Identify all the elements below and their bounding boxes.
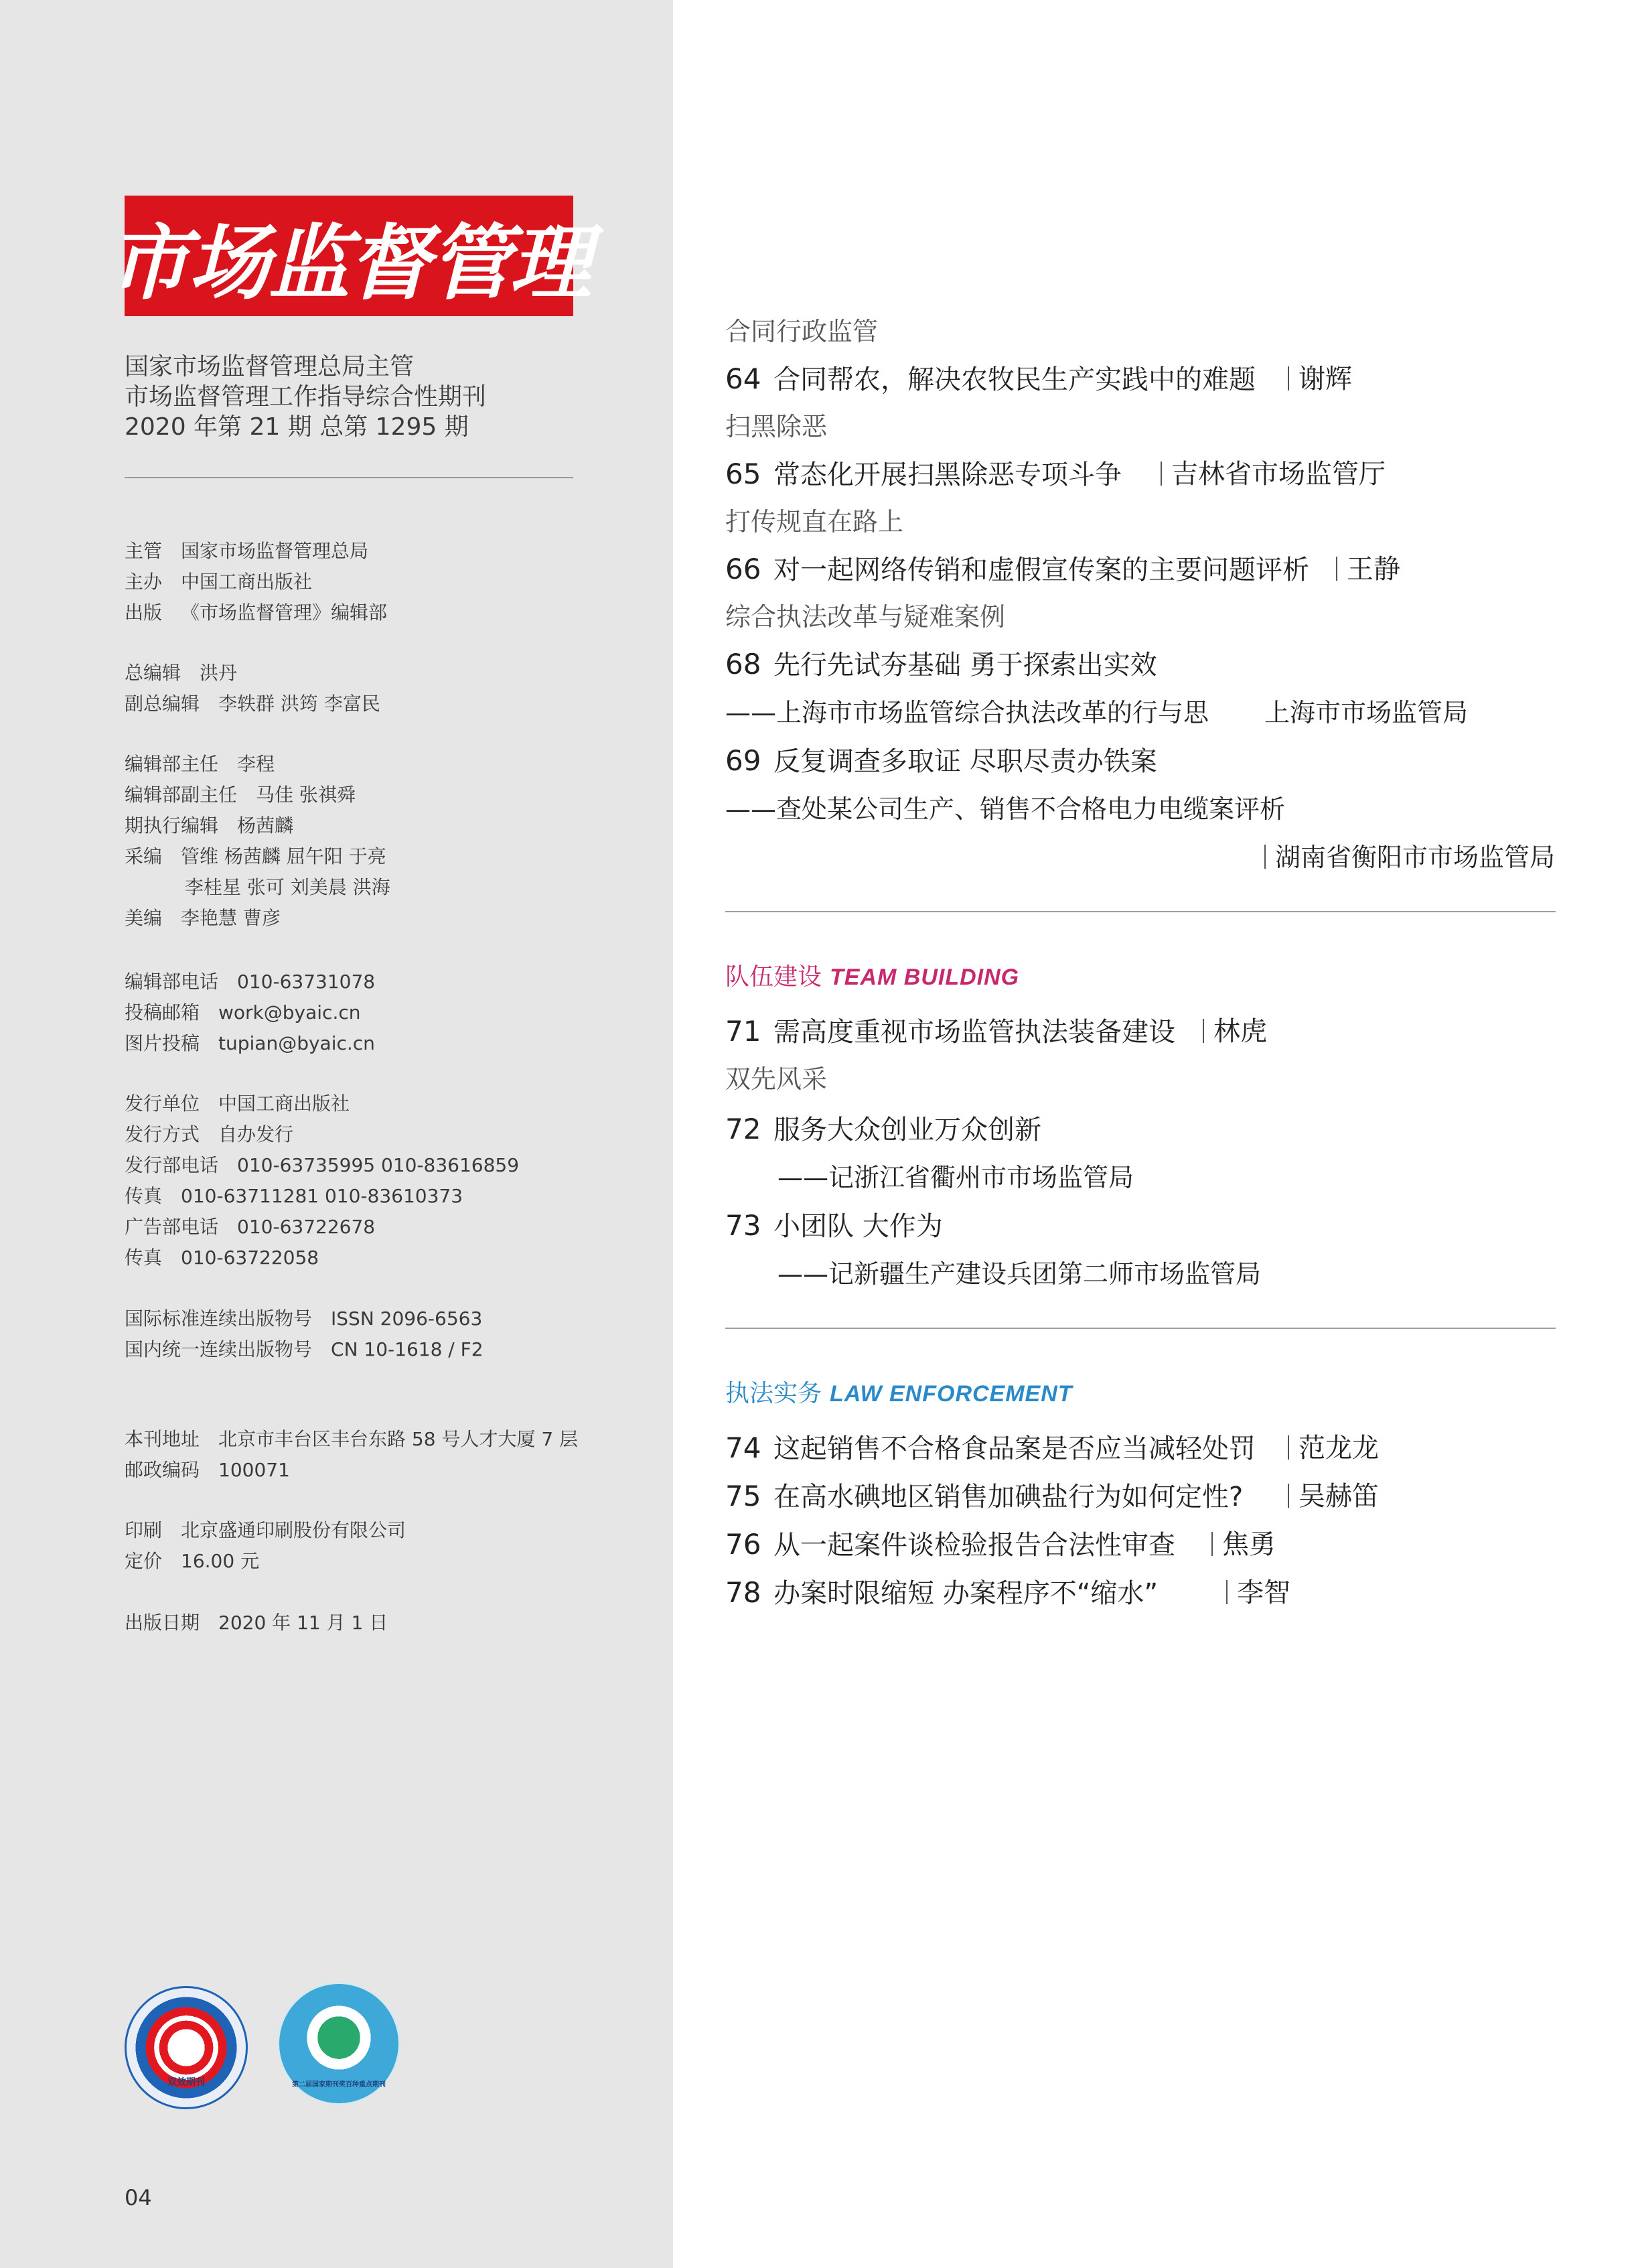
info-line: 国家市场监督管理总局主管 [125,353,415,380]
staff-group [125,1515,647,1577]
toc-page-number: 68 [725,648,761,681]
toc-page-number: 65 [725,457,761,490]
toc-entry[interactable] [725,1202,1556,1250]
staff-value: 管维 杨茜麟 屈午阳 于亮 [181,845,386,867]
toc-page-number: 76 [725,1528,761,1561]
staff-label: 副总编辑 [125,693,200,715]
toc-entry[interactable] [725,1105,1556,1153]
logo-text: 市场监督管理 [108,214,590,311]
toc-entry[interactable] [725,640,1556,689]
section-divider [725,911,1556,912]
staff-value: 李艳慧 曹彦 [181,907,281,929]
toc-subtitle[interactable]: ——记新疆生产建设兵团第二师市场监管局 [777,1259,1262,1289]
toc-entry[interactable] [725,450,1556,498]
national-journal-award-seal-icon [277,1982,400,2105]
staff-label: 采编 [125,845,163,867]
toc-page-number: 72 [725,1113,761,1145]
staff-group [125,1303,647,1365]
toc-page-number: 71 [725,1015,761,1048]
section-header-law-enforcement [725,1364,1556,1424]
staff-label: 编辑部副主任 [125,784,238,806]
magazine-info [125,352,593,442]
staff-value: 中国工商出版社 [181,571,313,593]
divider [125,477,573,478]
staff-group [125,1088,647,1273]
staff-label: 期执行编辑 [125,814,219,837]
toc-author: 焦勇 [1211,1520,1276,1569]
staff-label: 编辑部电话 [125,971,219,993]
toc-title: 对一起网络传销和虚假宣传案的主要问题评析 [773,555,1309,585]
staff-group [125,536,647,628]
staff-value: 李程 [237,753,275,775]
staff-value: 李轶群 洪筠 李富民 [218,693,380,715]
toc-entry[interactable] [725,1520,1556,1569]
toc-author: 上海市市场监管局 [1264,698,1469,727]
left-masthead-panel [0,0,673,2268]
toc-category: 合同行政监管 [725,317,879,346]
table-of-contents [725,308,1556,1617]
staff-label: 定价 [125,1550,163,1572]
staff-label: 印刷 [125,1519,163,1541]
toc-subtitle-text: ——上海市市场监管综合执法改革的行与思 [725,698,1209,727]
toc-title: 这起销售不合格食品案是否应当减轻处罚 [773,1433,1256,1464]
staff-label: 主管 [125,540,163,562]
toc-entry[interactable] [725,355,1556,403]
staff-value: 杨茜麟 [237,814,294,837]
staff-row [125,1088,647,1119]
staff-label: 广告部电话 [125,1216,219,1238]
staff-row [125,967,647,997]
double-effect-journal-seal-icon [125,1986,248,2109]
toc-title: 需高度重视市场监管执法装备建设 [773,1017,1175,1048]
toc-page-number: 66 [725,553,761,585]
staff-row [125,749,647,780]
toc-subtitle[interactable] [725,785,1556,833]
section-divider [725,1328,1556,1329]
toc-author: 林虎 [1203,1007,1267,1056]
section-title-zh: 队伍建设 [725,963,822,991]
section-header-team-building [725,947,1556,1007]
staff-row [125,597,647,628]
staff-row [125,1028,647,1059]
toc-page-number: 64 [725,362,761,395]
award-seals [125,1986,406,2086]
staff-label: 发行单位 [125,1092,200,1115]
staff-row [125,1181,647,1212]
toc-entry[interactable] [725,545,1556,593]
toc-subtitle[interactable] [725,689,1556,737]
toc-author: 李智 [1226,1569,1290,1617]
page-number: 04 [125,2185,152,2210]
toc-entry[interactable] [725,1424,1556,1472]
staff-row [125,1515,647,1546]
staff-row [125,1334,647,1365]
staff-value: 16.00 元 [181,1550,260,1572]
staff-value: CN 10-1618 / F2 [331,1338,484,1360]
seal-label: 双效期刊 [167,2077,205,2088]
staff-label: 邮政编码 [125,1459,200,1481]
staff-row [125,1455,647,1486]
toc-title: 办案时限缩短 办案程序不“缩水” [773,1578,1159,1609]
toc-entry[interactable] [725,737,1556,785]
staff-value: 国家市场监督管理总局 [181,540,369,562]
info-line: 2020 年第 21 期 总第 1295 期 [125,413,469,441]
staff-value: work@byaic.cn [218,1001,361,1023]
staff-label: 主办 [125,571,163,593]
staff-label: 国内统一连续出版物号 [125,1338,313,1360]
toc-subtitle-text: ——查处某公司生产、销售不合格电力电缆案评析 [725,794,1286,824]
staff-row [125,780,647,810]
toc-author-line [725,833,1556,881]
toc-subtitle[interactable]: ——记浙江省衢州市市场监管局 [777,1163,1134,1192]
staff-row [125,1212,647,1243]
staff-value: 010-63711281 010-83610373 [181,1185,463,1207]
staff-group [125,967,647,1059]
staff-row [125,872,647,903]
staff-label: 图片投稿 [125,1032,200,1054]
staff-value: 100071 [218,1459,290,1481]
section-title-en: TEAM BUILDING [830,965,1020,990]
staff-label: 传真 [125,1185,163,1207]
staff-label: 发行方式 [125,1123,200,1145]
staff-value: ISSN 2096-6563 [331,1307,483,1330]
staff-value: 010-63731078 [237,971,376,993]
staff-label: 传真 [125,1247,163,1269]
staff-label: 发行部电话 [125,1154,219,1176]
toc-author: 范龙龙 [1288,1424,1379,1472]
toc-title: 合同帮农，解决农牧民生产实践中的难题 [773,364,1256,395]
staff-row [125,1608,647,1638]
toc-page-number: 69 [725,744,761,777]
toc-category: 双先风采 [725,1064,828,1094]
staff-value: 010-63735995 010-83616859 [237,1154,520,1176]
toc-title: 从一起案件谈检验报告合法性审查 [773,1530,1175,1561]
info-line: 市场监督管理工作指导综合性期刊 [125,383,487,411]
toc-author: 吉林省市场监管厅 [1161,450,1386,498]
staff-row [125,658,647,689]
staff-row [125,689,647,719]
toc-entry[interactable] [725,1569,1556,1617]
staff-group [125,1424,647,1486]
staff-row [125,903,647,934]
staff-label: 总编辑 [125,662,181,684]
seal-label: 第二届国家期刊奖百种重点期刊 [292,2081,386,2088]
toc-category: 扫黑除恶 [725,412,828,441]
staff-row [125,841,647,872]
toc-author: 湖南省衡阳市市场监管局 [1264,833,1555,881]
staff-group [125,658,647,719]
section-title-zh: 执法实务 [725,1380,822,1407]
staff-value: 中国工商出版社 [218,1092,350,1115]
staff-value: 北京盛通印刷股份有限公司 [181,1519,406,1541]
toc-author: 王静 [1336,545,1400,593]
toc-page-number: 75 [725,1480,761,1512]
toc-title: 在高水碘地区销售加碘盐行为如何定性? [773,1482,1244,1512]
staff-value: 《市场监督管理》编辑部 [181,601,388,624]
staff-row [125,1150,647,1181]
staff-value: tupian@byaic.cn [218,1032,375,1054]
toc-author: 吴赫笛 [1288,1472,1379,1520]
toc-page-number: 73 [725,1209,761,1242]
staff-row [125,1546,647,1577]
staff-label: 出版日期 [125,1612,200,1634]
staff-row [125,1243,647,1273]
staff-label: 投稿邮箱 [125,1001,200,1023]
staff-value: 010-63722058 [181,1247,319,1269]
toc-entry[interactable] [725,1007,1556,1056]
staff-row [125,536,647,567]
section-title-en: LAW ENFORCEMENT [830,1381,1073,1407]
toc-title: 反复调查多取证 尽职尽责办铁案 [773,746,1157,777]
staff-label: 美编 [125,907,163,929]
toc-title: 先行先试夯基础 勇于探索出实效 [773,650,1157,681]
toc-author: 谢辉 [1288,355,1352,403]
magazine-logo [108,196,590,316]
staff-row [125,997,647,1028]
staff-row [125,1424,647,1455]
staff-label: 国际标准连续出版物号 [125,1307,313,1330]
staff-value: 自办发行 [218,1123,294,1145]
staff-value: 010-63722678 [237,1216,376,1238]
staff-value: 2020 年 11 月 1 日 [218,1612,388,1634]
toc-title: 小团队 大作为 [773,1211,943,1242]
staff-label: 本刊地址 [125,1428,200,1450]
staff-label: 出版 [125,601,163,624]
staff-group [125,749,647,934]
staff-row [125,567,647,597]
staff-row [125,1119,647,1150]
toc-entry[interactable] [725,1472,1556,1520]
toc-category: 打传规直在路上 [725,507,904,537]
staff-label: 编辑部主任 [125,753,219,775]
toc-title: 常态化开展扫黑除恶专项斗争 [773,459,1122,490]
toc-category: 综合执法改革与疑难案例 [725,602,1006,632]
toc-page-number: 74 [725,1431,761,1464]
staff-row [125,1303,647,1334]
staff-value: 李桂星 张可 刘美晨 洪海 [185,876,390,898]
staff-value: 北京市丰台区丰台东路 58 号人才大厦 7 层 [218,1428,579,1450]
staff-value: 马佳 张祺舜 [256,784,356,806]
staff-value: 洪丹 [200,662,238,684]
toc-title: 服务大众创业万众创新 [773,1115,1041,1145]
toc-page-number: 78 [725,1576,761,1609]
staff-row [125,810,647,841]
staff-group [125,1608,647,1638]
